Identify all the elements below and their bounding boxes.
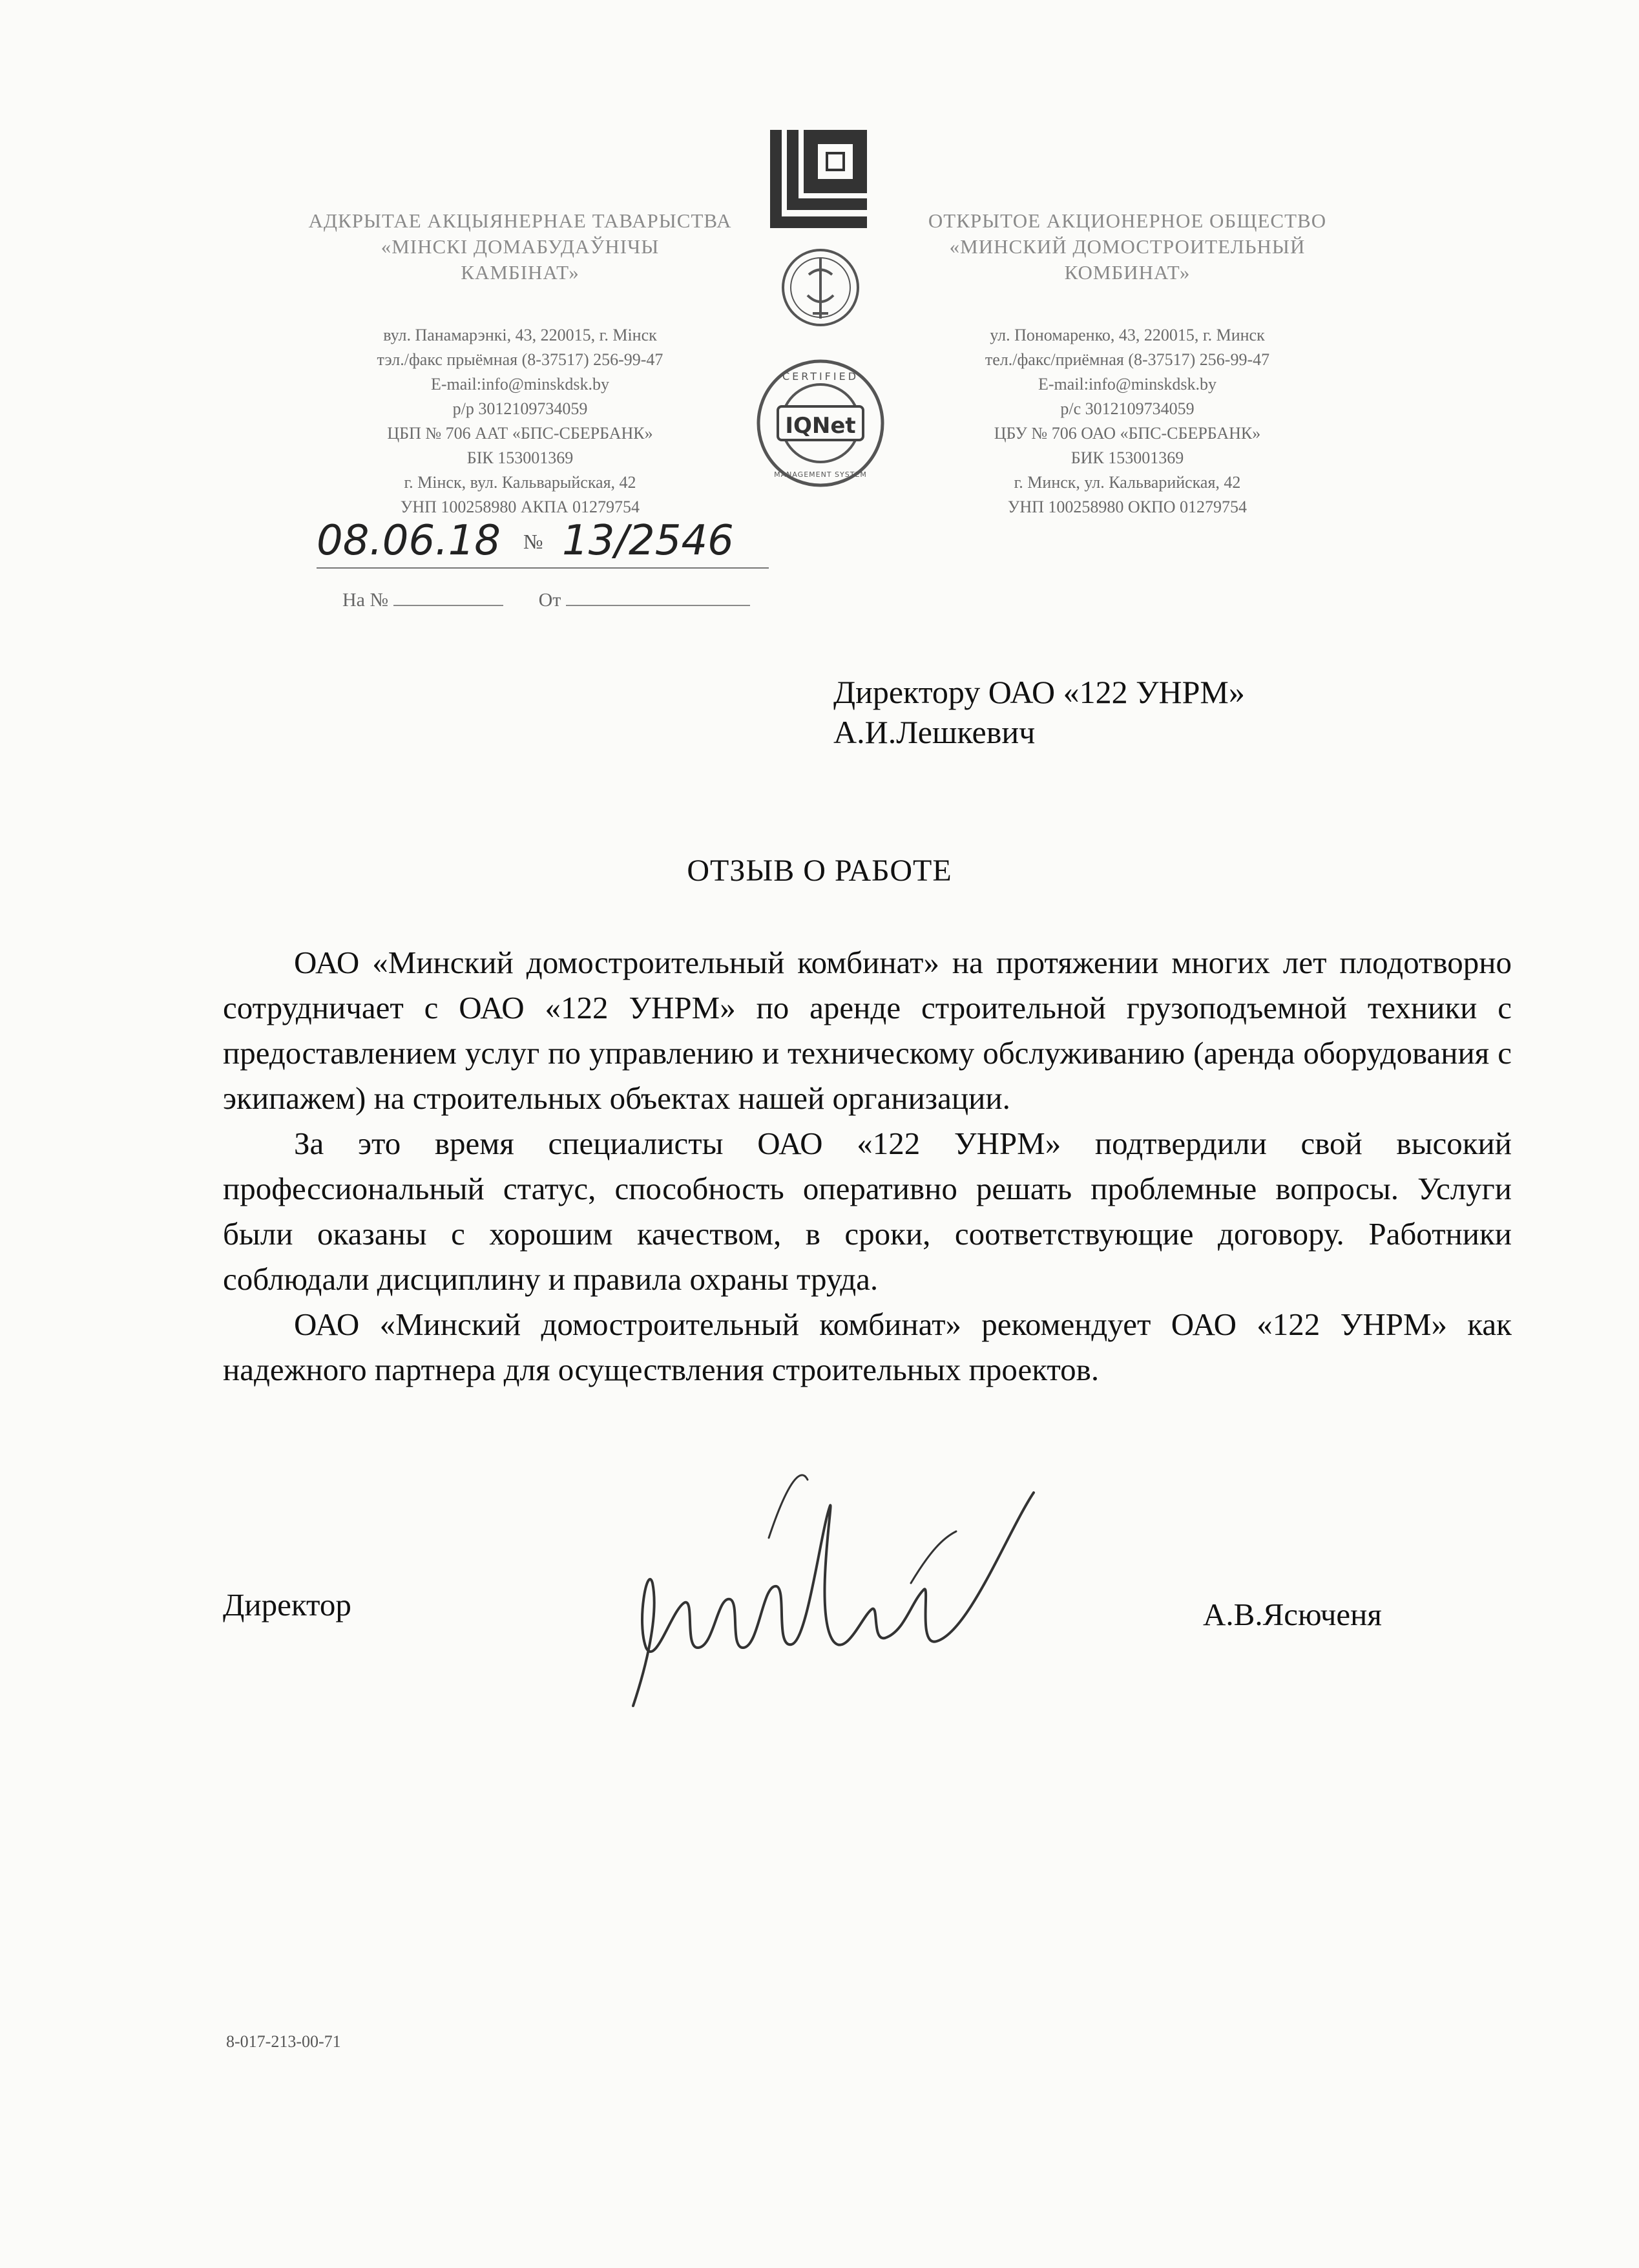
bank-address-line: г. Мінск, вул. Кальварыйская, 42 — [404, 473, 636, 492]
letterhead-right — [901, 208, 1353, 520]
addressee-position: Директору ОАО «122 УНРМ» — [833, 674, 1245, 710]
bank-address-line: г. Минск, ул. Кальварийская, 42 — [1014, 473, 1241, 492]
svg-text:IQNet: IQNet — [785, 413, 856, 439]
org-name-line: КАМБІНАТ» — [461, 261, 579, 284]
addressee — [833, 672, 1245, 752]
signatory-role: Директор — [223, 1587, 351, 1622]
address-line: ул. Пономаренко, 43, 220015, г. Минск — [990, 326, 1265, 344]
addressee-name: А.И.Лешкевич — [833, 714, 1036, 750]
reference-number-blank — [393, 588, 503, 606]
paragraph: ОАО «Минский домостроительный комбинат» рекомендует ОАО «122 УНРМ» как надежного партнера для осуществления строительных проектов. — [223, 1307, 1512, 1387]
address-line: вул. Панамарэнкі, 43, 220015, г. Мінск — [383, 326, 657, 344]
org-name-line: ОТКРЫТОЕ АКЦИОНЕРНОЕ ОБЩЕСТВО — [928, 209, 1327, 232]
reference-number-label: На № — [342, 589, 389, 611]
number-label: № — [523, 530, 543, 553]
underline — [317, 567, 769, 569]
email-line: E-mail:info@minskdsk.by — [1038, 375, 1216, 394]
account-line: р/р 3012109734059 — [452, 399, 588, 418]
bik-line: БИК 153001369 — [1070, 448, 1184, 467]
signatory-name: А.В.Ясюченя — [1203, 1597, 1382, 1632]
outgoing-number — [317, 517, 782, 569]
certification-seal-icon — [758, 361, 882, 485]
outgoing-date: 08.06.18 — [317, 517, 501, 565]
emblem-icon — [783, 250, 858, 325]
svg-text:CERTIFIED: CERTIFIED — [782, 370, 859, 383]
bik-line: БІК 153001369 — [466, 448, 574, 467]
document-title: ОТЗЫВ О РАБОТЕ — [687, 854, 952, 888]
outgoing-reg-number: 13/2546 — [562, 517, 734, 565]
logo-block — [756, 126, 885, 520]
org-name-line: АДКРЫТАЕ АКЦЫЯНЕРНАЕ ТАВАРЫСТВА — [308, 209, 732, 232]
account-line: р/с 3012109734059 — [1060, 399, 1195, 418]
letter-body — [223, 940, 1512, 1392]
unp-line: УНП 100258980 АКПА 01279754 — [400, 498, 640, 516]
footer-phone: 8-017-213-00-71 — [226, 2032, 341, 2051]
reference-date-label: От — [538, 589, 561, 611]
reference-line — [342, 588, 750, 611]
reference-date-blank — [566, 588, 750, 606]
org-name-line: «МІНСКІ ДОМАБУДАЎНІЧЫ — [381, 235, 660, 258]
unp-line: УНП 100258980 ОКПО 01279754 — [1007, 498, 1248, 516]
phone-line: тел./факс/приёмная (8-37517) 256-99-47 — [985, 350, 1270, 369]
bank-line: ЦБУ № 706 ОАО «БПС-СБЕРБАНК» — [994, 424, 1261, 443]
org-name-line: «МИНСКИЙ ДОМОСТРОИТЕЛЬНЫЙ — [949, 235, 1306, 258]
handwritten-signature-icon — [607, 1454, 1060, 1725]
paragraph: За это время специалисты ОАО «122 УНРМ» подтвердили свой высокий профессиональный статус, способность оперативно решать проблемные вопросы. Услуги были оказаны с хорошим качеством, в сроки, соответствующие договору. Работники соблюдали дисциплину и правила охраны труда. — [223, 1126, 1512, 1297]
email-line: E-mail:info@minskdsk.by — [431, 375, 609, 394]
company-logo-icon — [756, 126, 885, 520]
letterhead-left — [294, 208, 746, 520]
bank-line: ЦБП № 706 ААТ «БПС-СБЕРБАНК» — [387, 424, 653, 443]
org-name-line: КОМБИНАТ» — [1064, 261, 1191, 284]
paragraph: ОАО «Минский домостроительный комбинат» на протяжении многих лет плодотворно сотрудничает с ОАО «122 УНРМ» по аренде строительной грузоподъемной техники с предоставлением услуг по управлению и техническому обслуживанию (аренда оборудования с экипажем) на строительных объектах нашей организации. — [223, 945, 1512, 1116]
svg-text:MANAGEMENT SYSTEM: MANAGEMENT SYSTEM — [774, 470, 867, 479]
phone-line: тэл./факс прыёмная (8-37517) 256-99-47 — [377, 350, 663, 369]
